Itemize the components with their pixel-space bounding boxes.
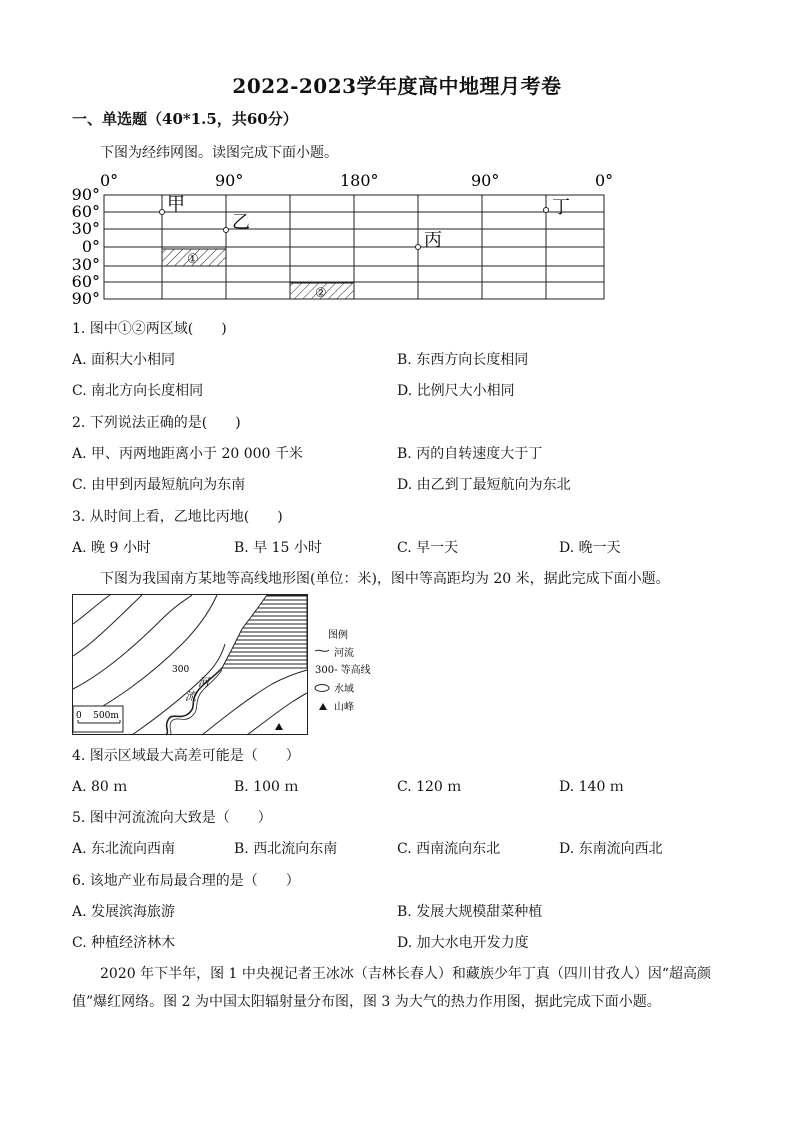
q3-option-a[interactable]: A. 晚 9 小时: [72, 540, 151, 556]
q1-stem: 1. 图中①②两区域( ): [72, 321, 227, 337]
q1-option-c[interactable]: C. 南北方向长度相同: [72, 383, 204, 399]
q3-option-b[interactable]: B. 早 15 小时: [234, 540, 322, 556]
peak-icon: [275, 723, 283, 730]
q4-option-b[interactable]: B. 100 ｍ: [234, 779, 299, 795]
legend-river-icon: [315, 650, 329, 651]
intro-text-1: 下图为经纬网图。读图完成下面小题。: [100, 145, 338, 161]
paragraph-intro-3: 2020 年下半年，图 1 中央视记者王冰冰（吉林长春人）和藏族少年丁真（四川甘孜人）因“超高颜值”爆红网络。图 2 为中国太阳辐射量分布图，图 3 为大气的热力作用图，据此完成下面小题。: [72, 966, 712, 1010]
scale-label: 0 500m: [76, 711, 119, 721]
q6-stem: 6. 该地产业布局最合理的是（ ）: [72, 873, 300, 889]
legend-contour: 300- 等高线: [315, 665, 371, 676]
q3-stem: 3. 从时间上看，乙地比丙地( ): [72, 509, 283, 525]
legend-water: 水域: [334, 684, 354, 695]
point-jia: [160, 210, 165, 215]
legend-peak: 山峰: [334, 702, 354, 713]
q2-option-d[interactable]: D. 由乙到丁最短航向为东北: [397, 477, 571, 493]
q5-stem: 5. 图中河流流向大致是（ ）: [72, 810, 272, 826]
q2-option-c[interactable]: C. 由甲到丙最短航向为东南: [72, 477, 246, 493]
top-label-4: 0°: [595, 171, 614, 190]
q6-option-a[interactable]: A. 发展滨海旅游: [72, 904, 176, 920]
left-label-5: 60°: [71, 272, 100, 291]
left-label-4: 30°: [71, 255, 100, 274]
legend-peak-icon: [319, 703, 327, 710]
left-label-3: 0°: [81, 237, 100, 256]
point-yi-label: 乙: [232, 212, 250, 233]
q1-option-a[interactable]: A. 面积大小相同: [72, 352, 176, 368]
section-heading: 一、单选题（40*1.5，共60分）: [72, 110, 298, 128]
region-2-label: ②: [315, 286, 327, 301]
river-char-2: 流: [185, 690, 196, 703]
river-char-1: 河: [198, 676, 209, 689]
q6-option-b[interactable]: B. 发展大规模甜菜种植: [397, 904, 543, 920]
q4-option-c[interactable]: C. 120 ｍ: [397, 779, 462, 795]
legend-river: 河流: [334, 648, 354, 659]
q3-option-c[interactable]: C. 早一天: [397, 540, 459, 556]
top-label-1: 90°: [215, 171, 244, 190]
lat-lon-grid-figure: [60, 168, 630, 308]
contour-label: 300: [172, 665, 190, 675]
point-jia-label: 甲: [167, 194, 185, 215]
point-ding: [544, 208, 549, 213]
q4-option-a[interactable]: A. 80 ｍ: [72, 779, 128, 795]
q4-option-d[interactable]: D. 140 ｍ: [559, 779, 624, 795]
q5-option-c[interactable]: C. 西南流向东北: [397, 841, 501, 857]
q6-option-d[interactable]: D. 加大水电开发力度: [397, 935, 529, 951]
q1-option-b[interactable]: B. 东西方向长度相同: [397, 352, 529, 368]
point-yi: [224, 228, 229, 233]
q3-option-d[interactable]: D. 晚一天: [559, 540, 621, 556]
q2-option-b[interactable]: B. 丙的自转速度大于丁: [397, 446, 543, 462]
left-label-1: 60°: [71, 202, 100, 221]
water-area: [222, 595, 307, 668]
intro-text-2: 下图为我国南方某地等高线地形图(单位：米)，图中等高距均为 20 米，据此完成下面小题。: [100, 571, 670, 587]
legend-title: 图例: [328, 630, 348, 641]
q5-option-d[interactable]: D. 东南流向西北: [559, 841, 663, 857]
q6-option-c[interactable]: C. 种植经济林木: [72, 935, 176, 951]
page-title: 2022-2023学年度高中地理月考卷: [232, 74, 562, 98]
region-1-label: ①: [187, 252, 199, 267]
point-bing: [416, 245, 421, 250]
point-ding-label: 丁: [552, 197, 570, 218]
top-label-2: 180°: [340, 171, 379, 190]
q2-option-a[interactable]: A. 甲、丙两地距离小于 20 000 千米: [72, 446, 303, 462]
top-label-3: 90°: [471, 171, 500, 190]
left-label-2: 30°: [71, 219, 100, 238]
q2-stem: 2. 下列说法正确的是( ): [72, 415, 241, 431]
q5-option-a[interactable]: A. 东北流向西南: [72, 841, 176, 857]
q4-stem: 4. 图示区域最大高差可能是（ ）: [72, 748, 300, 764]
q1-option-d[interactable]: D. 比例尺大小相同: [397, 383, 515, 399]
contour-map-figure: [72, 594, 372, 736]
q5-option-b[interactable]: B. 西北流向东南: [234, 841, 338, 857]
legend-water-icon: [315, 685, 329, 692]
left-label-0: 90°: [71, 185, 100, 204]
left-label-6: 90°: [71, 289, 100, 308]
top-label-0: 0°: [100, 171, 119, 190]
point-bing-label: 丙: [424, 230, 442, 251]
